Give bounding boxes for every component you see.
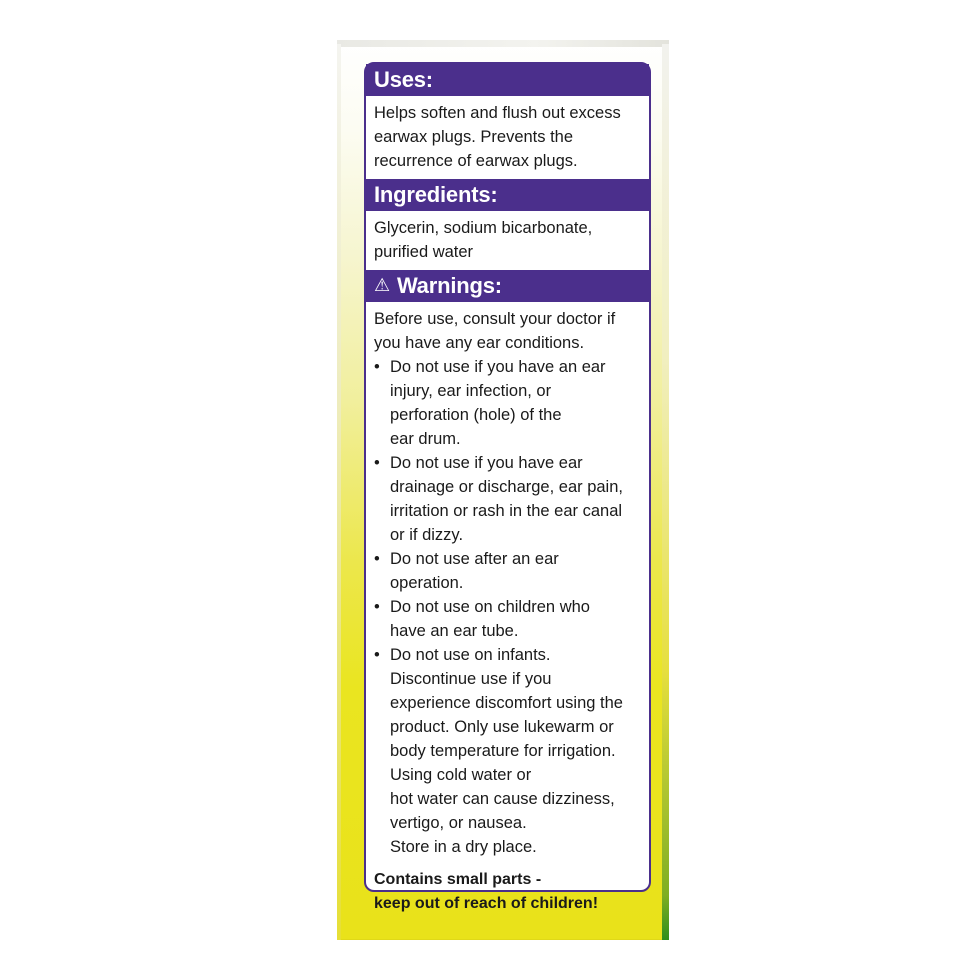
warning-item-line: have an ear tube. bbox=[390, 622, 519, 640]
warnings-trailing-line: hot water can cause dizziness, bbox=[390, 790, 615, 808]
warning-item-line: ear drum. bbox=[390, 430, 461, 448]
warnings-trailing-line: Discontinue use if you bbox=[390, 670, 552, 688]
uses-heading: Uses: bbox=[374, 67, 433, 92]
box-top-edge bbox=[337, 40, 669, 47]
warning-item-line: Do not use if you have ear bbox=[390, 454, 583, 472]
ingredients-line: purified water bbox=[374, 243, 474, 261]
caution-line: keep out of reach of children! bbox=[374, 895, 599, 912]
warning-item-line: Do not use if you have an ear bbox=[390, 358, 606, 376]
warnings-trailing-line: experience discomfort using the bbox=[390, 694, 623, 712]
bullet-icon: • bbox=[374, 454, 380, 472]
uses-line: Helps soften and flush out excess bbox=[374, 104, 621, 122]
uses-header bbox=[366, 64, 649, 96]
bullet-icon: • bbox=[374, 550, 380, 568]
warning-item-line: Do not use on children who bbox=[390, 598, 590, 616]
warning-triangle-icon: ⚠ bbox=[374, 275, 390, 296]
warnings-trailing-line: Using cold water or bbox=[390, 766, 532, 784]
warning-item-line: irritation or rash in the ear canal bbox=[390, 502, 623, 520]
warning-item-line: drainage or discharge, ear pain, bbox=[390, 478, 623, 496]
warnings-trailing-line: body temperature for irrigation. bbox=[390, 742, 616, 760]
uses-line: recurrence of earwax plugs. bbox=[374, 152, 578, 170]
bullet-icon: • bbox=[374, 598, 380, 616]
warning-item bbox=[374, 355, 643, 451]
warnings-body bbox=[366, 302, 649, 865]
warning-item-line: Do not use on infants. bbox=[390, 646, 551, 664]
caution-line: Contains small parts - bbox=[374, 871, 542, 888]
warning-item-line: injury, ear infection, or bbox=[390, 382, 552, 400]
warning-item bbox=[374, 643, 643, 667]
warnings-intro-line: you have any ear conditions. bbox=[374, 334, 585, 352]
warning-item-line: perforation (hole) of the bbox=[390, 406, 562, 424]
warnings-list bbox=[374, 355, 643, 667]
warning-item-line: or if dizzy. bbox=[390, 526, 464, 544]
small-parts-caution bbox=[366, 865, 649, 916]
warnings-intro-line: Before use, consult your doctor if bbox=[374, 310, 616, 328]
box-right-edge bbox=[662, 44, 669, 940]
warnings-trailing-line: Store in a dry place. bbox=[390, 838, 537, 856]
bullet-icon: • bbox=[374, 646, 380, 664]
warnings-trailing bbox=[374, 667, 643, 859]
drug-facts-panel bbox=[364, 62, 651, 912]
uses-line: earwax plugs. Prevents the bbox=[374, 128, 574, 146]
ingredients-line: Glycerin, sodium bicarbonate, bbox=[374, 219, 593, 237]
bullet-icon: • bbox=[374, 358, 380, 376]
ingredients-body bbox=[366, 211, 649, 270]
warning-item-line: Do not use after an ear bbox=[390, 550, 559, 568]
warnings-trailing-line: vertigo, or nausea. bbox=[390, 814, 527, 832]
warning-item bbox=[374, 451, 643, 547]
uses-body bbox=[366, 96, 649, 179]
box-left-edge bbox=[337, 44, 341, 940]
warnings-header bbox=[366, 270, 649, 302]
warning-item bbox=[374, 595, 643, 643]
ingredients-header bbox=[366, 179, 649, 211]
ingredients-heading: Ingredients: bbox=[374, 182, 498, 207]
warnings-heading: Warnings: bbox=[396, 273, 502, 298]
warning-item bbox=[374, 547, 643, 595]
warnings-trailing-line: product. Only use lukewarm or bbox=[390, 718, 614, 736]
warning-item-line: operation. bbox=[390, 574, 464, 592]
